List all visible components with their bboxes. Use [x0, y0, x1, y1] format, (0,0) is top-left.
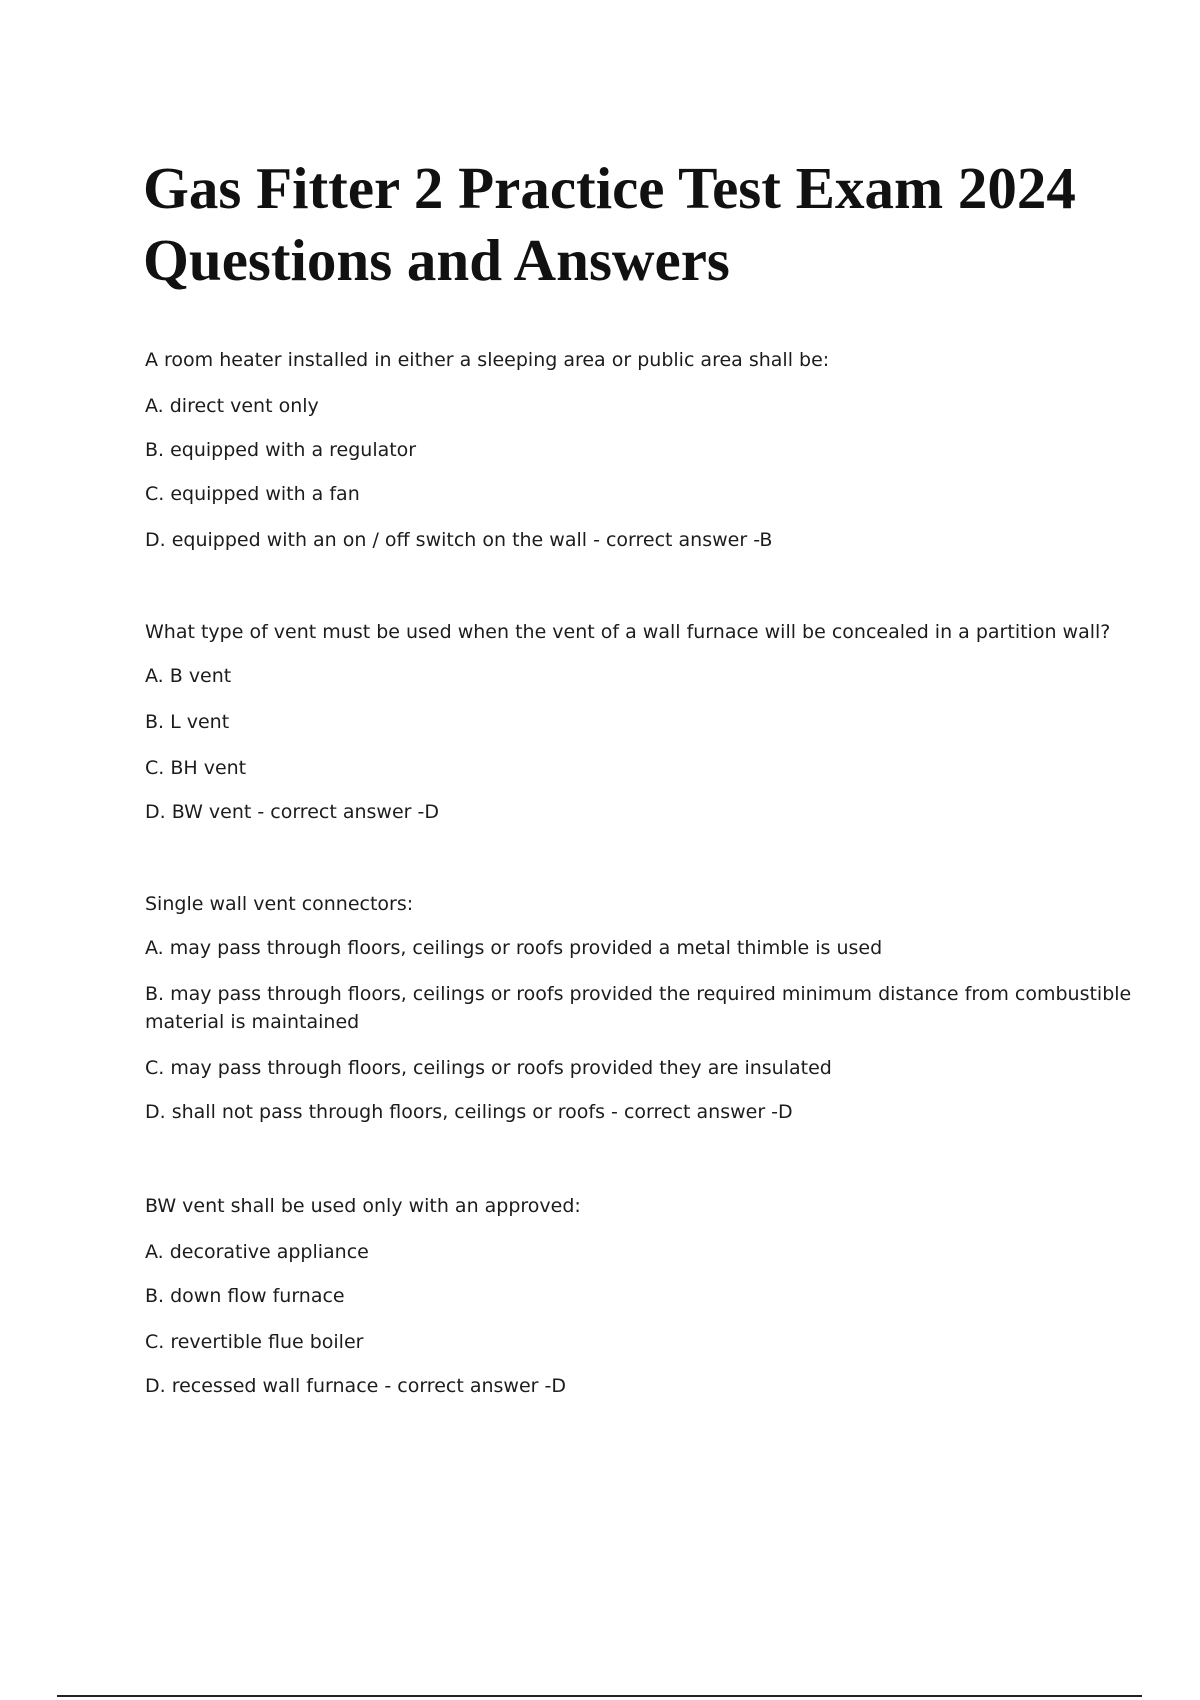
- question-3-option-d: D. shall not pass through floors, ceilings or roofs - correct answer -D: [145, 1101, 793, 1123]
- question-1-option-b: B. equipped with a regulator: [145, 439, 417, 461]
- question-2-stem: What type of vent must be used when the vent of a wall furnace will be concealed in a partition wall?: [145, 621, 1111, 643]
- question-3-option-c: C. may pass through floors, ceilings or roofs provided they are insulated: [145, 1057, 832, 1079]
- question-1-option-c: C. equipped with a fan: [145, 483, 360, 505]
- question-1: [145, 346, 1145, 554]
- question-4-option-a: A. decorative appliance: [145, 1241, 369, 1263]
- question-1-option-a: A. direct vent only: [145, 395, 319, 417]
- question-2: [145, 618, 1145, 826]
- question-1-option-d: D. equipped with an on / off switch on the wall - correct answer -B: [145, 529, 773, 551]
- question-2-option-d: D. BW vent - correct answer -D: [145, 801, 439, 823]
- page-bottom-divider: [57, 1695, 1142, 1697]
- question-3: [145, 890, 1145, 1126]
- title-line-2: Questions and Answers: [143, 227, 730, 293]
- question-4-option-c: C. revertible flue boiler: [145, 1331, 364, 1353]
- question-3-stem: Single wall vent connectors:: [145, 893, 414, 915]
- title-line-1: Gas Fitter 2 Practice Test Exam 2024: [143, 155, 1076, 221]
- question-1-stem: A room heater installed in either a sleeping area or public area shall be:: [145, 349, 830, 371]
- question-2-option-b: B. L vent: [145, 711, 230, 733]
- question-3-option-b: B. may pass through floors, ceilings or roofs provided the required minimum distance from combustible material is maintained: [145, 983, 1132, 1033]
- question-2-option-c: C. BH vent: [145, 757, 247, 779]
- question-4-option-d: D. recessed wall furnace - correct answer -D: [145, 1375, 566, 1397]
- question-4-option-b: B. down flow furnace: [145, 1285, 345, 1307]
- question-3-option-a: A. may pass through floors, ceilings or roofs provided a metal thimble is used: [145, 937, 883, 959]
- question-4: [145, 1192, 1145, 1400]
- document-title: [143, 152, 1183, 296]
- question-4-stem: BW vent shall be used only with an approved:: [145, 1195, 581, 1217]
- question-2-option-a: A. B vent: [145, 665, 232, 687]
